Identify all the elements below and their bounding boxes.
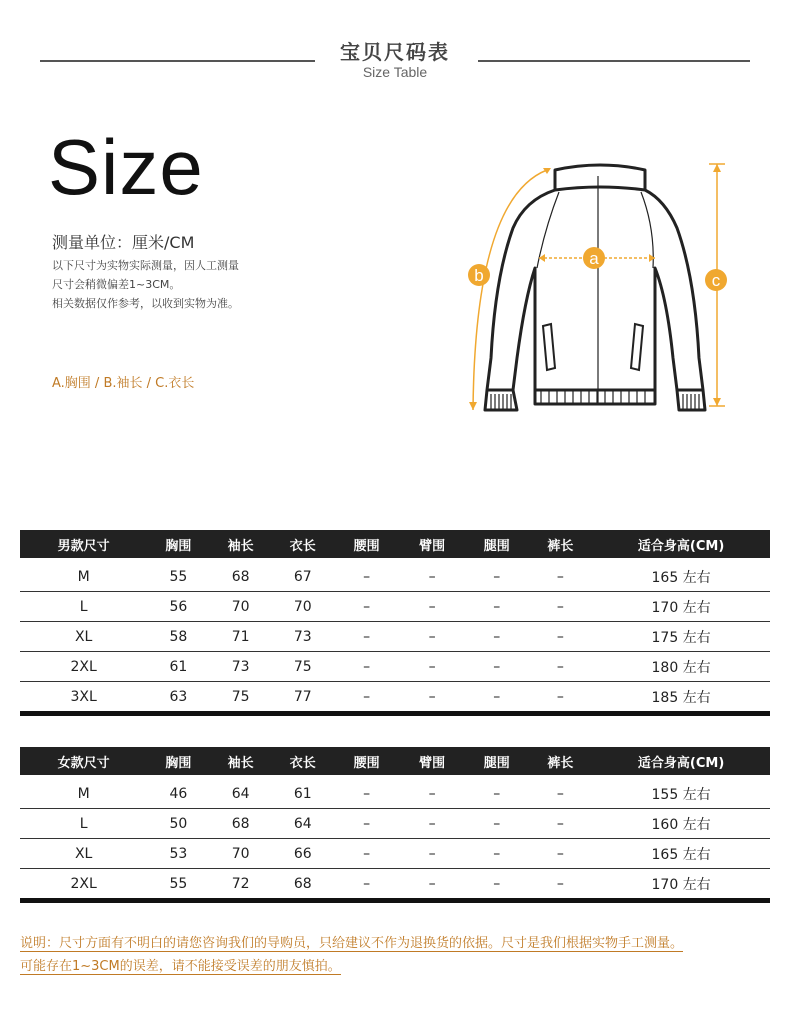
table-row	[20, 809, 770, 839]
col-header: 男款尺寸	[20, 530, 147, 558]
col-header: 胸围	[147, 530, 209, 558]
col-header: 裤长	[529, 530, 593, 558]
table-cell: –	[465, 592, 529, 622]
table-cell: 75	[272, 652, 334, 682]
table-cell: –	[465, 622, 529, 652]
women-size-table	[20, 747, 770, 903]
table-cell: –	[465, 775, 529, 809]
table-cell: –	[529, 682, 593, 714]
table-cell: 66	[272, 839, 334, 869]
table-row	[20, 839, 770, 869]
col-header: 衣长	[272, 747, 334, 775]
women-table-body	[20, 775, 770, 901]
table-cell: M	[20, 558, 147, 592]
table-cell: 64	[210, 775, 272, 809]
table-cell: 70	[210, 592, 272, 622]
table-cell: 155 左右	[592, 775, 770, 809]
table-cell: –	[334, 622, 400, 652]
table-cell: 67	[272, 558, 334, 592]
col-header: 腿围	[465, 530, 529, 558]
col-header: 适合身高(CM)	[592, 530, 770, 558]
table-cell: –	[334, 809, 400, 839]
table-cell: 2XL	[20, 869, 147, 901]
table-cell: –	[399, 839, 465, 869]
note-line: 尺寸会稍微偏差1~3CM。	[52, 278, 181, 291]
table-cell: –	[399, 652, 465, 682]
table-cell: 71	[210, 622, 272, 652]
col-header: 女款尺寸	[20, 747, 147, 775]
table-cell: L	[20, 809, 147, 839]
table-row	[20, 592, 770, 622]
table-row	[20, 622, 770, 652]
table-cell: 56	[147, 592, 209, 622]
table-row	[20, 652, 770, 682]
table-cell: 63	[147, 682, 209, 714]
table-cell: –	[529, 809, 593, 839]
marker-b: b	[474, 266, 484, 285]
table-cell: 55	[147, 558, 209, 592]
table-cell: –	[529, 775, 593, 809]
table-cell: 165 左右	[592, 839, 770, 869]
table-cell: –	[465, 869, 529, 901]
table-cell: –	[529, 558, 593, 592]
table-cell: –	[334, 652, 400, 682]
col-header: 袖长	[210, 747, 272, 775]
table-cell: 3XL	[20, 682, 147, 714]
footnote	[20, 932, 683, 978]
table-cell: –	[465, 809, 529, 839]
table-cell: –	[334, 592, 400, 622]
table-cell: 2XL	[20, 652, 147, 682]
col-header: 腰围	[334, 530, 400, 558]
table-cell: 160 左右	[592, 809, 770, 839]
measure-unit: 测量单位：厘米/CM	[52, 233, 195, 252]
col-header: 袖长	[210, 530, 272, 558]
page-title: 宝贝尺码表	[340, 40, 450, 64]
table-cell: 46	[147, 775, 209, 809]
table-cell: –	[399, 558, 465, 592]
table-cell: –	[465, 839, 529, 869]
table-cell: –	[529, 839, 593, 869]
col-header: 裤长	[529, 747, 593, 775]
footnote-line: 可能存在1~3CM的误差，请不能接受误差的朋友慎拍。	[20, 959, 341, 974]
marker-c: c	[711, 271, 721, 290]
table-cell: L	[20, 592, 147, 622]
table-cell: M	[20, 775, 147, 809]
table-cell: 53	[147, 839, 209, 869]
table-cell: 77	[272, 682, 334, 714]
table-cell: 61	[147, 652, 209, 682]
table-cell: –	[334, 682, 400, 714]
table-cell: –	[399, 622, 465, 652]
table-cell: 72	[210, 869, 272, 901]
table-row	[20, 869, 770, 901]
page-subtitle: Size Table	[362, 64, 428, 80]
table-cell: –	[529, 652, 593, 682]
col-header: 臂围	[399, 747, 465, 775]
col-header: 臂围	[399, 530, 465, 558]
table-cell: 50	[147, 809, 209, 839]
table-cell: 175 左右	[592, 622, 770, 652]
jacket-illustration	[455, 158, 755, 418]
table-row	[20, 558, 770, 592]
table-cell: –	[399, 809, 465, 839]
table-cell: –	[465, 652, 529, 682]
table-cell: –	[334, 869, 400, 901]
table-cell: –	[334, 775, 400, 809]
table-cell: 61	[272, 775, 334, 809]
col-header: 适合身高(CM)	[592, 747, 770, 775]
table-cell: 68	[210, 809, 272, 839]
women-table-header	[20, 747, 770, 775]
table-cell: –	[529, 622, 593, 652]
table-row	[20, 775, 770, 809]
table-cell: XL	[20, 622, 147, 652]
table-cell: 70	[272, 592, 334, 622]
size-heading: Size	[48, 123, 204, 211]
note-line: 相关数据仅作参考，以收到实物为准。	[52, 297, 239, 310]
table-cell: –	[399, 682, 465, 714]
men-table-header	[20, 530, 770, 558]
table-cell: –	[399, 592, 465, 622]
table-cell: –	[465, 682, 529, 714]
table-cell: –	[334, 839, 400, 869]
col-header: 腰围	[334, 747, 400, 775]
measure-notes	[52, 256, 239, 313]
men-size-table	[20, 530, 770, 716]
table-cell: 180 左右	[592, 652, 770, 682]
table-cell: 75	[210, 682, 272, 714]
table-cell: 170 左右	[592, 592, 770, 622]
table-cell: 165 左右	[592, 558, 770, 592]
footnote-line: 说明：尺寸方面有不明白的请您咨询我们的导购员，只给建议不作为退换货的依据。尺寸是我们根据实物手工测量。	[20, 936, 684, 951]
col-header: 胸围	[147, 747, 209, 775]
marker-a: a	[589, 249, 599, 268]
table-cell: 70	[210, 839, 272, 869]
measure-legend: A.胸围 / B.袖长 / C.衣长	[52, 376, 195, 391]
table-cell: XL	[20, 839, 147, 869]
table-cell: –	[399, 775, 465, 809]
men-table-body	[20, 558, 770, 714]
table-row	[20, 682, 770, 714]
table-cell: –	[399, 869, 465, 901]
col-header: 衣长	[272, 530, 334, 558]
table-cell: 73	[210, 652, 272, 682]
col-header: 腿围	[465, 747, 529, 775]
table-cell: 185 左右	[592, 682, 770, 714]
table-cell: 68	[272, 869, 334, 901]
table-cell: –	[465, 558, 529, 592]
note-line: 以下尺寸为实物实际测量，因人工测量	[52, 259, 239, 272]
table-cell: –	[529, 869, 593, 901]
table-cell: 170 左右	[592, 869, 770, 901]
table-cell: 55	[147, 869, 209, 901]
table-cell: 58	[147, 622, 209, 652]
table-cell: –	[529, 592, 593, 622]
table-cell: 73	[272, 622, 334, 652]
table-cell: 64	[272, 809, 334, 839]
table-cell: 68	[210, 558, 272, 592]
table-cell: –	[334, 558, 400, 592]
